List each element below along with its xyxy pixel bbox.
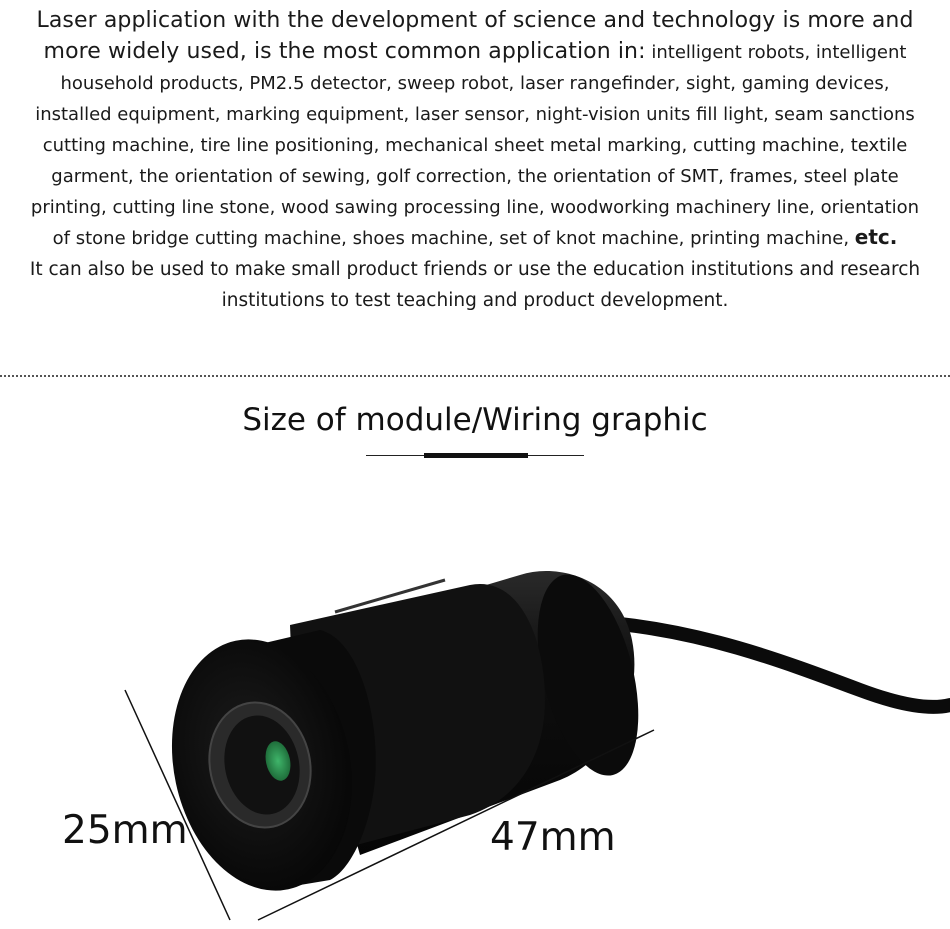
laser-module-photo — [0, 500, 950, 929]
cable — [600, 622, 950, 707]
intro-body-text: intelligent robots, intelligent household products, PM2.5 detector, sweep robot, laser rangefinder, sight, gaming devices, installed equipment, marking equipment, laser sensor, night-vision units fill light, seam sanctions cutting machine, tire line positioning, mechanical sheet metal marking, cutting machine, textile garment, the orientation of sewing, golf correction, the orientation of SMT, frames, steel plate printing, cutting line stone, wood sawing processing line, woodworking machinery line, orientation of stone bridge cutting machine, shoes machine, set of knot machine, printing machine, — [30, 42, 920, 249]
diameter-label: 25mm — [62, 808, 188, 853]
intro-lead-text: Laser application with the development of science and technology is more and more widely used, is the most common application in: — [36, 8, 914, 64]
dotted-divider — [0, 375, 950, 377]
intro-second-paragraph: It can also be used to make small product friends or use the education institutions and research institutions to test teaching and product development. — [29, 259, 921, 311]
section-title: Size of module/Wiring graphic — [242, 402, 708, 438]
application-description — [20, 5, 930, 316]
length-label: 47mm — [490, 815, 616, 860]
title-underline-accent — [424, 453, 528, 458]
intro-etc-text: etc. — [854, 225, 898, 249]
